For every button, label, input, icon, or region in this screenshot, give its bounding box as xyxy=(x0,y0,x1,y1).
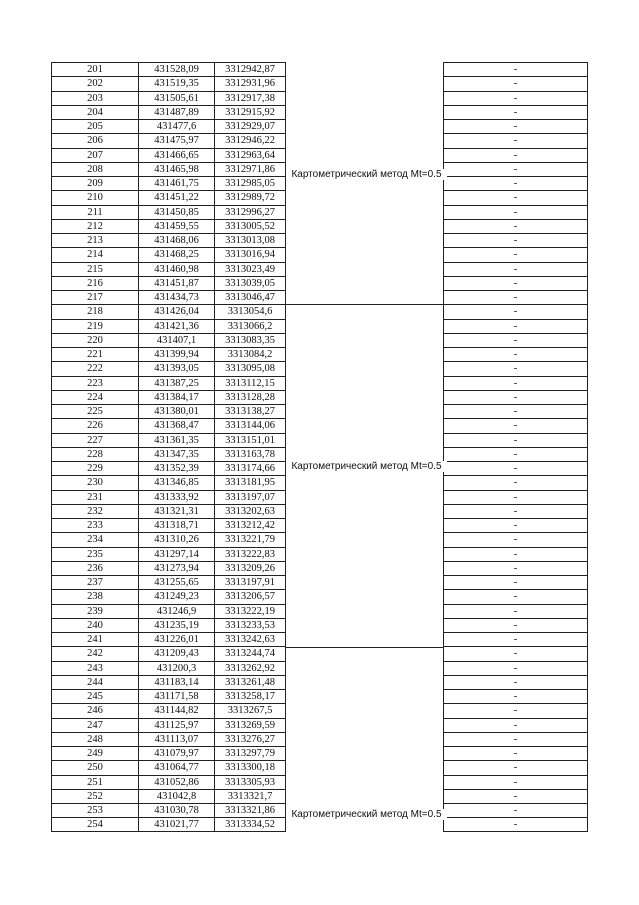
accuracy-cell: - xyxy=(443,162,588,176)
point-number-cell: 201 xyxy=(51,62,138,76)
x-coordinate-cell: 431434,73 xyxy=(138,290,214,304)
y-coordinate-cell: 3313023,49 xyxy=(214,262,286,276)
y-coordinate-cell: 3313128,28 xyxy=(214,390,286,404)
table-row xyxy=(51,361,591,375)
point-number-cell: 207 xyxy=(51,148,138,162)
table-row xyxy=(51,148,591,162)
y-coordinate-cell: 3313054,6 xyxy=(214,304,286,318)
table-row xyxy=(51,561,591,575)
table-row xyxy=(51,262,591,276)
accuracy-cell: - xyxy=(443,547,588,561)
accuracy-cell: - xyxy=(443,646,588,660)
y-coordinate-cell: 3313151,01 xyxy=(214,433,286,447)
y-coordinate-cell: 3312917,38 xyxy=(214,91,286,105)
y-coordinate-cell: 3312963,64 xyxy=(214,148,286,162)
point-number-cell: 248 xyxy=(51,732,138,746)
point-number-cell: 209 xyxy=(51,176,138,190)
table-row xyxy=(51,746,591,760)
table-row xyxy=(51,775,591,789)
table-row xyxy=(51,532,591,546)
table-row xyxy=(51,632,591,646)
point-number-cell: 217 xyxy=(51,290,138,304)
accuracy-cell: - xyxy=(443,589,588,603)
x-coordinate-cell: 431450,85 xyxy=(138,205,214,219)
accuracy-cell: - xyxy=(443,105,588,119)
point-number-cell: 208 xyxy=(51,162,138,176)
point-number-cell: 231 xyxy=(51,490,138,504)
accuracy-cell: - xyxy=(443,575,588,589)
x-coordinate-cell: 431042,8 xyxy=(138,789,214,803)
x-coordinate-cell: 431468,06 xyxy=(138,233,214,247)
table-row xyxy=(51,105,591,119)
y-coordinate-cell: 3313276,27 xyxy=(214,732,286,746)
table-row xyxy=(51,547,591,561)
point-number-cell: 204 xyxy=(51,105,138,119)
y-coordinate-cell: 3313174,66 xyxy=(214,461,286,475)
accuracy-cell: - xyxy=(443,675,588,689)
table-row xyxy=(51,789,591,803)
point-number-cell: 219 xyxy=(51,319,138,333)
y-coordinate-cell: 3313039,05 xyxy=(214,276,286,290)
x-coordinate-cell: 431226,01 xyxy=(138,632,214,646)
y-coordinate-cell: 3313083,35 xyxy=(214,333,286,347)
accuracy-cell: - xyxy=(443,361,588,375)
x-coordinate-cell: 431465,98 xyxy=(138,162,214,176)
table-row xyxy=(51,618,591,632)
y-coordinate-cell: 3313202,63 xyxy=(214,504,286,518)
table-row xyxy=(51,233,591,247)
x-coordinate-cell: 431459,55 xyxy=(138,219,214,233)
x-coordinate-cell: 431171,58 xyxy=(138,689,214,703)
table-row xyxy=(51,518,591,532)
accuracy-cell: - xyxy=(443,190,588,204)
y-coordinate-cell: 3313300,18 xyxy=(214,760,286,774)
y-coordinate-cell: 3313297,79 xyxy=(214,746,286,760)
point-number-cell: 224 xyxy=(51,390,138,404)
x-coordinate-cell: 431318,71 xyxy=(138,518,214,532)
y-coordinate-cell: 3313197,91 xyxy=(214,575,286,589)
x-coordinate-cell: 431030,78 xyxy=(138,803,214,817)
y-coordinate-cell: 3312942,87 xyxy=(214,62,286,76)
accuracy-cell: - xyxy=(443,262,588,276)
table-row xyxy=(51,447,591,461)
accuracy-cell: - xyxy=(443,661,588,675)
x-coordinate-cell: 431246,9 xyxy=(138,604,214,618)
y-coordinate-cell: 3312931,96 xyxy=(214,76,286,90)
y-coordinate-cell: 3313138,27 xyxy=(214,404,286,418)
accuracy-cell: - xyxy=(443,760,588,774)
accuracy-cell: - xyxy=(443,76,588,90)
x-coordinate-cell: 431393,05 xyxy=(138,361,214,375)
y-coordinate-cell: 3313244,74 xyxy=(214,646,286,660)
table-row xyxy=(51,475,591,489)
table-row xyxy=(51,760,591,774)
x-coordinate-cell: 431113,07 xyxy=(138,732,214,746)
table-row xyxy=(51,205,591,219)
point-number-cell: 254 xyxy=(51,817,138,831)
y-coordinate-cell: 3313197,07 xyxy=(214,490,286,504)
point-number-cell: 227 xyxy=(51,433,138,447)
accuracy-cell: - xyxy=(443,532,588,546)
point-number-cell: 211 xyxy=(51,205,138,219)
point-number-cell: 203 xyxy=(51,91,138,105)
accuracy-cell: - xyxy=(443,433,588,447)
y-coordinate-cell: 3313258,17 xyxy=(214,689,286,703)
method-label: Картометрический метод Mt=0.5 xyxy=(286,169,447,180)
accuracy-cell: - xyxy=(443,718,588,732)
y-coordinate-cell: 3313112,15 xyxy=(214,376,286,390)
accuracy-cell: - xyxy=(443,490,588,504)
x-coordinate-cell: 431461,75 xyxy=(138,176,214,190)
y-coordinate-cell: 3313084,2 xyxy=(214,347,286,361)
point-number-cell: 232 xyxy=(51,504,138,518)
table-row xyxy=(51,319,591,333)
accuracy-cell: - xyxy=(443,789,588,803)
point-number-cell: 241 xyxy=(51,632,138,646)
y-coordinate-cell: 3312971,86 xyxy=(214,162,286,176)
x-coordinate-cell: 431384,17 xyxy=(138,390,214,404)
table-row xyxy=(51,62,591,76)
accuracy-cell: - xyxy=(443,418,588,432)
y-coordinate-cell: 3312929,07 xyxy=(214,119,286,133)
accuracy-cell: - xyxy=(443,319,588,333)
table-row xyxy=(51,661,591,675)
y-coordinate-cell: 3312915,92 xyxy=(214,105,286,119)
table-row xyxy=(51,219,591,233)
table-row xyxy=(51,732,591,746)
point-number-cell: 225 xyxy=(51,404,138,418)
point-number-cell: 242 xyxy=(51,646,138,660)
y-coordinate-cell: 3313095,08 xyxy=(214,361,286,375)
y-coordinate-cell: 3313206,57 xyxy=(214,589,286,603)
accuracy-cell: - xyxy=(443,518,588,532)
x-coordinate-cell: 431125,97 xyxy=(138,718,214,732)
table-row xyxy=(51,276,591,290)
x-coordinate-cell: 431475,97 xyxy=(138,133,214,147)
y-coordinate-cell: 3313221,79 xyxy=(214,532,286,546)
table-row xyxy=(51,333,591,347)
x-coordinate-cell: 431310,26 xyxy=(138,532,214,546)
x-coordinate-cell: 431352,39 xyxy=(138,461,214,475)
table-row xyxy=(51,404,591,418)
x-coordinate-cell: 431200,3 xyxy=(138,661,214,675)
table-row xyxy=(51,304,591,318)
accuracy-cell: - xyxy=(443,504,588,518)
accuracy-cell: - xyxy=(443,219,588,233)
table-row xyxy=(51,504,591,518)
accuracy-cell: - xyxy=(443,62,588,76)
x-coordinate-cell: 431368,47 xyxy=(138,418,214,432)
x-coordinate-cell: 431460,98 xyxy=(138,262,214,276)
accuracy-cell: - xyxy=(443,775,588,789)
accuracy-cell: - xyxy=(443,447,588,461)
table-row xyxy=(51,347,591,361)
accuracy-cell: - xyxy=(443,404,588,418)
y-coordinate-cell: 3313242,63 xyxy=(214,632,286,646)
point-number-cell: 237 xyxy=(51,575,138,589)
point-number-cell: 230 xyxy=(51,475,138,489)
table-row xyxy=(51,390,591,404)
x-coordinate-cell: 431519,35 xyxy=(138,76,214,90)
point-number-cell: 244 xyxy=(51,675,138,689)
x-coordinate-cell: 431451,22 xyxy=(138,190,214,204)
point-number-cell: 252 xyxy=(51,789,138,803)
table-row xyxy=(51,247,591,261)
point-number-cell: 220 xyxy=(51,333,138,347)
x-coordinate-cell: 431183,14 xyxy=(138,675,214,689)
table-row xyxy=(51,418,591,432)
x-coordinate-cell: 431273,94 xyxy=(138,561,214,575)
accuracy-cell: - xyxy=(443,732,588,746)
x-coordinate-cell: 431064,77 xyxy=(138,760,214,774)
point-number-cell: 240 xyxy=(51,618,138,632)
y-coordinate-cell: 3313144,06 xyxy=(214,418,286,432)
x-coordinate-cell: 431249,23 xyxy=(138,589,214,603)
x-coordinate-cell: 431052,86 xyxy=(138,775,214,789)
x-coordinate-cell: 431477,6 xyxy=(138,119,214,133)
y-coordinate-cell: 3313212,42 xyxy=(214,518,286,532)
x-coordinate-cell: 431380,01 xyxy=(138,404,214,418)
point-number-cell: 253 xyxy=(51,803,138,817)
y-coordinate-cell: 3312996,27 xyxy=(214,205,286,219)
y-coordinate-cell: 3313334,52 xyxy=(214,817,286,831)
y-coordinate-cell: 3313005,52 xyxy=(214,219,286,233)
accuracy-cell: - xyxy=(443,290,588,304)
accuracy-cell: - xyxy=(443,91,588,105)
x-coordinate-cell: 431079,97 xyxy=(138,746,214,760)
table-row xyxy=(51,646,591,660)
x-coordinate-cell: 431361,35 xyxy=(138,433,214,447)
accuracy-cell: - xyxy=(443,604,588,618)
point-number-cell: 202 xyxy=(51,76,138,90)
y-coordinate-cell: 3313181,95 xyxy=(214,475,286,489)
point-number-cell: 250 xyxy=(51,760,138,774)
accuracy-cell: - xyxy=(443,475,588,489)
accuracy-cell: - xyxy=(443,461,588,475)
point-number-cell: 239 xyxy=(51,604,138,618)
accuracy-cell: - xyxy=(443,618,588,632)
x-coordinate-cell: 431321,31 xyxy=(138,504,214,518)
accuracy-cell: - xyxy=(443,746,588,760)
y-coordinate-cell: 3313066,2 xyxy=(214,319,286,333)
method-label: Картометрический метод Mt=0.5 xyxy=(286,809,447,820)
x-coordinate-cell: 431451,87 xyxy=(138,276,214,290)
group-separator-line xyxy=(286,647,443,648)
point-number-cell: 212 xyxy=(51,219,138,233)
accuracy-cell: - xyxy=(443,632,588,646)
point-number-cell: 215 xyxy=(51,262,138,276)
table-row xyxy=(51,91,591,105)
x-coordinate-cell: 431255,65 xyxy=(138,575,214,589)
x-coordinate-cell: 431333,92 xyxy=(138,490,214,504)
y-coordinate-cell: 3312946,22 xyxy=(214,133,286,147)
point-number-cell: 214 xyxy=(51,247,138,261)
x-coordinate-cell: 431387,25 xyxy=(138,376,214,390)
point-number-cell: 223 xyxy=(51,376,138,390)
point-number-cell: 236 xyxy=(51,561,138,575)
x-coordinate-cell: 431021,77 xyxy=(138,817,214,831)
point-number-cell: 213 xyxy=(51,233,138,247)
point-number-cell: 228 xyxy=(51,447,138,461)
x-coordinate-cell: 431487,89 xyxy=(138,105,214,119)
y-coordinate-cell: 3313321,7 xyxy=(214,789,286,803)
accuracy-cell: - xyxy=(443,176,588,190)
table-row xyxy=(51,119,591,133)
x-coordinate-cell: 431421,36 xyxy=(138,319,214,333)
x-coordinate-cell: 431399,94 xyxy=(138,347,214,361)
table-row xyxy=(51,675,591,689)
y-coordinate-cell: 3313321,86 xyxy=(214,803,286,817)
point-number-cell: 233 xyxy=(51,518,138,532)
point-number-cell: 210 xyxy=(51,190,138,204)
accuracy-cell: - xyxy=(443,703,588,717)
y-coordinate-cell: 3313233,53 xyxy=(214,618,286,632)
method-label: Картометрический метод Mt=0.5 xyxy=(286,461,447,472)
y-coordinate-cell: 3313262,92 xyxy=(214,661,286,675)
point-number-cell: 229 xyxy=(51,461,138,475)
accuracy-cell: - xyxy=(443,205,588,219)
point-number-cell: 222 xyxy=(51,361,138,375)
accuracy-cell: - xyxy=(443,148,588,162)
point-number-cell: 226 xyxy=(51,418,138,432)
x-coordinate-cell: 431297,14 xyxy=(138,547,214,561)
accuracy-cell: - xyxy=(443,247,588,261)
y-coordinate-cell: 3313209,26 xyxy=(214,561,286,575)
x-coordinate-cell: 431347,35 xyxy=(138,447,214,461)
table-row xyxy=(51,689,591,703)
accuracy-cell: - xyxy=(443,376,588,390)
table-row xyxy=(51,703,591,717)
x-coordinate-cell: 431407,1 xyxy=(138,333,214,347)
point-number-cell: 206 xyxy=(51,133,138,147)
point-number-cell: 247 xyxy=(51,718,138,732)
point-number-cell: 234 xyxy=(51,532,138,546)
y-coordinate-cell: 3313163,78 xyxy=(214,447,286,461)
point-number-cell: 238 xyxy=(51,589,138,603)
table-row xyxy=(51,718,591,732)
table-row xyxy=(51,604,591,618)
accuracy-cell: - xyxy=(443,561,588,575)
accuracy-cell: - xyxy=(443,689,588,703)
accuracy-cell: - xyxy=(443,803,588,817)
point-number-cell: 235 xyxy=(51,547,138,561)
point-number-cell: 216 xyxy=(51,276,138,290)
table-row xyxy=(51,589,591,603)
accuracy-cell: - xyxy=(443,390,588,404)
accuracy-cell: - xyxy=(443,233,588,247)
y-coordinate-cell: 3313261,48 xyxy=(214,675,286,689)
accuracy-cell: - xyxy=(443,119,588,133)
x-coordinate-cell: 431426,04 xyxy=(138,304,214,318)
accuracy-cell: - xyxy=(443,133,588,147)
y-coordinate-cell: 3313222,19 xyxy=(214,604,286,618)
point-number-cell: 243 xyxy=(51,661,138,675)
table-row xyxy=(51,190,591,204)
point-number-cell: 205 xyxy=(51,119,138,133)
coordinates-table xyxy=(51,62,591,832)
x-coordinate-cell: 431505,61 xyxy=(138,91,214,105)
accuracy-cell: - xyxy=(443,817,588,831)
point-number-cell: 218 xyxy=(51,304,138,318)
table-row xyxy=(51,290,591,304)
table-row xyxy=(51,433,591,447)
accuracy-cell: - xyxy=(443,333,588,347)
table-row xyxy=(51,575,591,589)
point-number-cell: 251 xyxy=(51,775,138,789)
x-coordinate-cell: 431528,09 xyxy=(138,62,214,76)
y-coordinate-cell: 3313013,08 xyxy=(214,233,286,247)
y-coordinate-cell: 3313305,93 xyxy=(214,775,286,789)
table-row xyxy=(51,133,591,147)
table-row xyxy=(51,376,591,390)
x-coordinate-cell: 431466,65 xyxy=(138,148,214,162)
point-number-cell: 221 xyxy=(51,347,138,361)
y-coordinate-cell: 3313016,94 xyxy=(214,247,286,261)
y-coordinate-cell: 3313269,59 xyxy=(214,718,286,732)
group-separator-line xyxy=(286,304,443,305)
x-coordinate-cell: 431235,19 xyxy=(138,618,214,632)
x-coordinate-cell: 431209,43 xyxy=(138,646,214,660)
x-coordinate-cell: 431468,25 xyxy=(138,247,214,261)
table-row xyxy=(51,76,591,90)
point-number-cell: 245 xyxy=(51,689,138,703)
accuracy-cell: - xyxy=(443,276,588,290)
y-coordinate-cell: 3312985,05 xyxy=(214,176,286,190)
y-coordinate-cell: 3312989,72 xyxy=(214,190,286,204)
x-coordinate-cell: 431346,85 xyxy=(138,475,214,489)
y-coordinate-cell: 3313222,83 xyxy=(214,547,286,561)
y-coordinate-cell: 3313046,47 xyxy=(214,290,286,304)
table-row xyxy=(51,490,591,504)
point-number-cell: 246 xyxy=(51,703,138,717)
point-number-cell: 249 xyxy=(51,746,138,760)
accuracy-cell: - xyxy=(443,347,588,361)
y-coordinate-cell: 3313267,5 xyxy=(214,703,286,717)
accuracy-cell: - xyxy=(443,304,588,318)
x-coordinate-cell: 431144,82 xyxy=(138,703,214,717)
